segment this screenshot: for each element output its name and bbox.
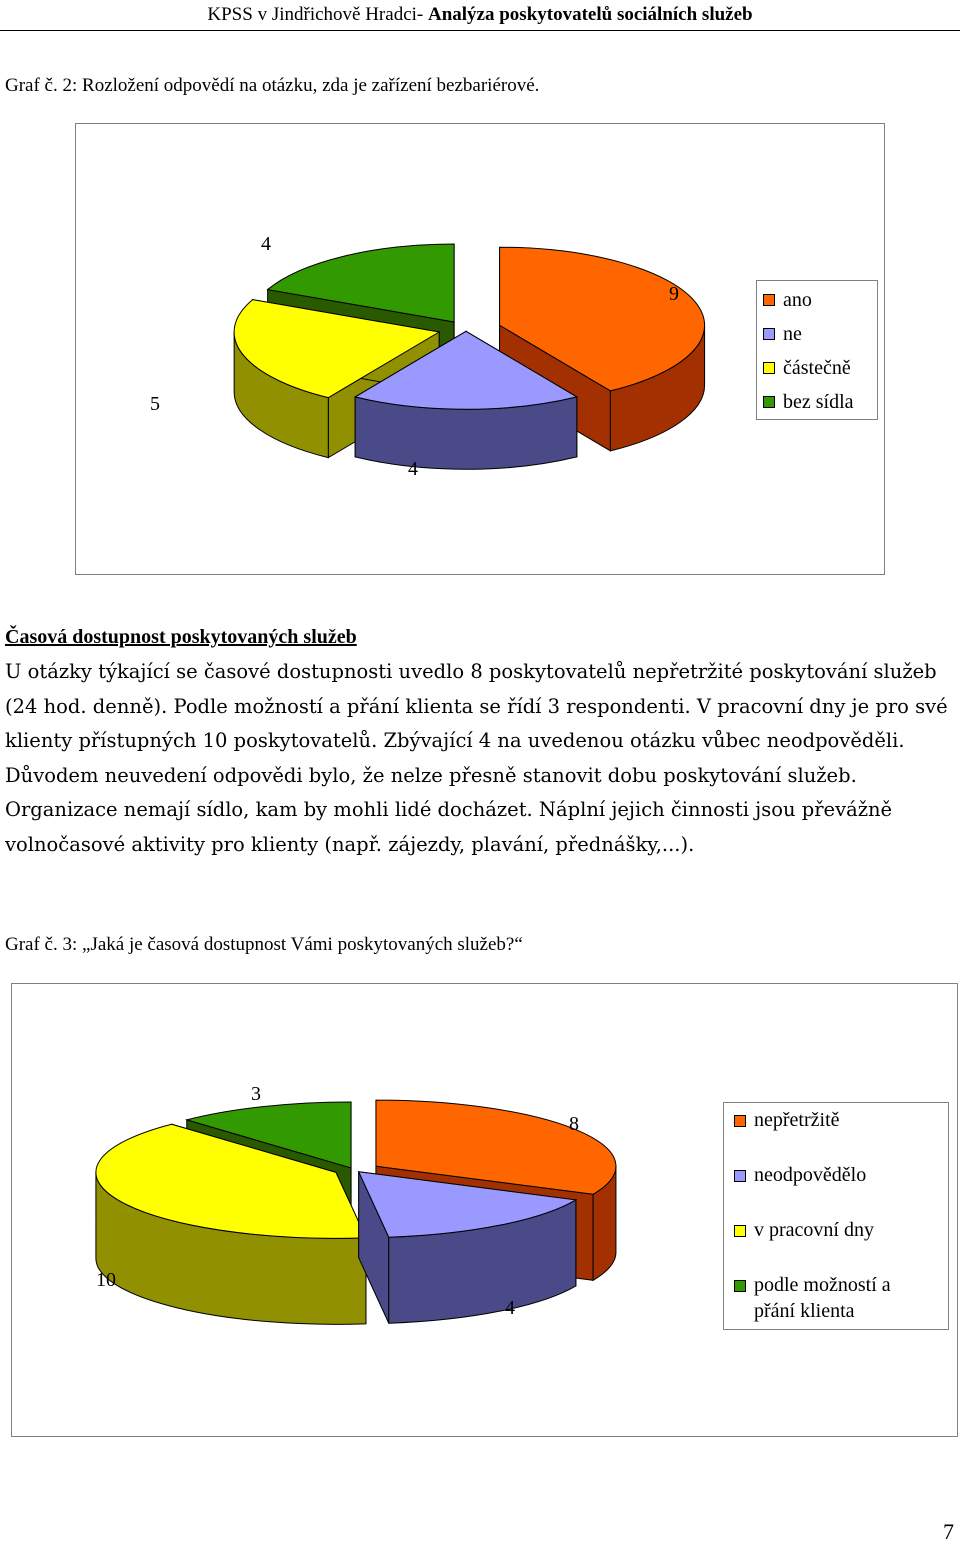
legend-swatch-castecne	[763, 362, 775, 374]
graph3-chart-frame	[11, 983, 958, 1437]
header-prefix: KPSS v Jindřichově Hradci-	[207, 4, 428, 25]
graph3-caption: Graf č. 3: „Jaká je časová dostupnost Vámi poskytovaných služeb?“	[5, 934, 523, 955]
legend-swatch-neodpovedelo	[734, 1170, 746, 1182]
legend-label: ano	[783, 289, 812, 311]
legend-label: ne	[783, 323, 802, 345]
body-paragraph: U otázky týkající se časové dostupnosti uvedlo 8 poskytovatelů nepřetržité poskytování služeb (24 hod. denně). Podle možností a přání klienta se řídí 3 respondenti. V pracovní dny je pro své klienty přístupných 10 poskytovatelů. Zbývající 4 na uvedenou otázku vůbec neodpověděli. Důvodem neuvedení odpovědi bylo, že nelze přesně stanovit dobu poskytování služeb. Organizace nemají sídlo, kam by mohli lidé docházet. Náplní jejich činnosti jsou převážně volnočasové aktivity pro klienty (např. zájezdy, plavání, přednášky,...).	[5, 660, 948, 856]
graph3-legend-item	[734, 1107, 840, 1133]
running-header	[0, 2, 960, 31]
graph3-legend-item	[734, 1217, 874, 1243]
pie-data-label: 5	[150, 393, 160, 415]
graph2-legend-item	[763, 389, 854, 415]
pie-data-label: 4	[505, 1297, 515, 1319]
pie-data-label: 3	[251, 1083, 261, 1105]
legend-swatch-neprerzite	[734, 1115, 746, 1127]
graph3-legend-item	[734, 1162, 866, 1188]
legend-swatch-ne	[763, 328, 775, 340]
legend-swatch-bez-sidla	[763, 396, 775, 408]
pie-slices	[234, 244, 704, 469]
graph3-legend	[723, 1102, 949, 1330]
graph2-legend-item	[763, 355, 851, 381]
legend-label: v pracovní dny	[754, 1219, 874, 1241]
page-number: 7	[943, 1519, 954, 1544]
legend-swatch-podle-moznosti	[734, 1280, 746, 1292]
legend-label: neodpovědělo	[754, 1164, 867, 1186]
legend-swatch-v-pracovni-dny	[734, 1225, 746, 1237]
graph2-legend	[756, 280, 878, 420]
legend-label: nepřetržitě	[754, 1109, 840, 1131]
graph2-legend-item	[763, 287, 812, 313]
graph2-chart-frame	[75, 123, 885, 575]
pie-data-label: 4	[261, 233, 271, 255]
pie-data-label: 10	[96, 1269, 116, 1291]
pie-data-label: 8	[569, 1113, 579, 1135]
section-title: Časová dostupnost poskytovaných služeb	[5, 626, 357, 648]
header-title: Analýza poskytovatelů sociálních služeb	[427, 4, 753, 25]
legend-label: podle možností a přání klienta	[754, 1274, 891, 1322]
graph2-legend-item	[763, 321, 802, 347]
legend-swatch-ano	[763, 294, 775, 306]
pie-data-label: 4	[408, 458, 418, 480]
legend-label: bez sídla	[783, 391, 854, 413]
graph2-caption: Graf č. 2: Rozložení odpovědí na otázku, zda je zařízení bezbariérové.	[5, 75, 540, 96]
legend-label: částečně	[783, 357, 851, 379]
pie-data-label: 9	[669, 283, 679, 305]
pie-slices	[96, 1100, 616, 1324]
graph3-legend-item	[734, 1272, 934, 1324]
